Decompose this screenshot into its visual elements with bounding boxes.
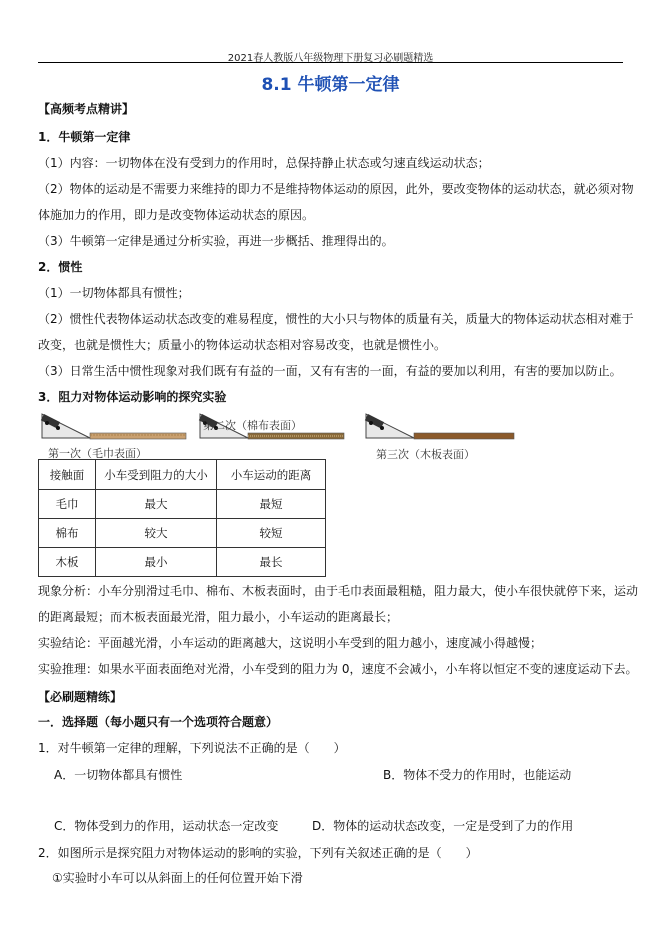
table-header-row bbox=[39, 460, 326, 490]
analysis-line-b: 的距离最短；而木板表面最光滑，阻力最小，小车运动的距离最长； bbox=[38, 610, 399, 624]
figure1-caption: 第一次（毛巾表面） bbox=[48, 447, 147, 460]
table-header-cell: 小车运动的距离 bbox=[217, 460, 326, 490]
choice-heading: 一．选择题（每小题只有一个选项符合题意） bbox=[38, 715, 279, 729]
practice-heading: 【必刷题精练】 bbox=[38, 690, 123, 704]
point3-heading: 3．阻力对物体运动影响的探究实验 bbox=[38, 390, 227, 404]
key-points-heading: 【高频考点精讲】 bbox=[38, 102, 135, 116]
point1-heading: 1．牛顿第一定律 bbox=[38, 130, 131, 144]
q2-stem: 2．如图所示是探究阻力对物体运动的影响的实验，下列有关叙述正确的是（ ） bbox=[38, 846, 478, 860]
q1-option-b: B．物体不受力的作用时，也能运动 bbox=[383, 768, 572, 782]
header-divider bbox=[38, 62, 623, 63]
point2-line3: （3）日常生活中惯性现象对我们既有有益的一面，又有有害的一面，有益的要加以利用，有害的要加以防止。 bbox=[38, 364, 622, 378]
table-header-cell: 小车受到阻力的大小 bbox=[96, 460, 217, 490]
table-row bbox=[39, 519, 326, 548]
wood-surface bbox=[414, 433, 514, 439]
table-cell: 较短 bbox=[217, 519, 326, 548]
point1-line2b: 体施加力的作用，即力是改变物体运动状态的原因。 bbox=[38, 208, 315, 222]
table-cell: 最小 bbox=[96, 548, 217, 577]
experiment-table bbox=[38, 459, 326, 577]
inference-line: 实验推理：如果水平面表面绝对光滑，小车受到的阻力为 0，速度不会减小，小车将以恒定不变的速度运动下去。 bbox=[38, 662, 638, 676]
point1-line2a: （2）物体的运动是不需要力来维持的即力不是维持物体运动的原因，此外，要改变物体的运动状态，就必须对物 bbox=[38, 182, 634, 196]
ramp-figure-towel bbox=[38, 408, 188, 442]
table-cell: 最长 bbox=[217, 548, 326, 577]
q2-item1: ①实验时小车可以从斜面上的任何位置开始下滑 bbox=[52, 871, 303, 885]
point2-heading: 2．惯性 bbox=[38, 260, 83, 274]
ramp-figure-wood bbox=[362, 408, 517, 442]
point1-line1: （1）内容：一切物体在没有受到力的作用时，总保持静止状态或匀速直线运动状态； bbox=[38, 156, 490, 170]
table-row bbox=[39, 490, 326, 519]
analysis-line-a: 现象分析：小车分别滑过毛巾、棉布、木板表面时，由于毛巾表面最粗糙，阻力最大，使小车很快就停下来，运动 bbox=[38, 584, 639, 598]
table-header-cell: 接触面 bbox=[39, 460, 96, 490]
page-title: 8.1 牛顿第一定律 bbox=[261, 75, 400, 95]
figure3-caption: 第三次（木板表面） bbox=[376, 448, 475, 461]
q1-option-a: A．一切物体都具有惯性 bbox=[54, 768, 183, 782]
point2-line1: （1）一切物体都具有惯性； bbox=[38, 286, 190, 300]
table-cell: 毛巾 bbox=[39, 490, 96, 519]
figure2-caption: 第二次（棉布表面） bbox=[203, 419, 302, 432]
table-cell: 最短 bbox=[217, 490, 326, 519]
table-cell: 较大 bbox=[96, 519, 217, 548]
q1-option-c: C．物体受到力的作用，运动状态一定改变 bbox=[54, 819, 279, 833]
q1-option-d: D．物体的运动状态改变，一定是受到了力的作用 bbox=[312, 819, 574, 833]
running-header: 2021春人教版八年级物理下册复习必刷题精选 bbox=[227, 53, 434, 64]
table-cell: 最大 bbox=[96, 490, 217, 519]
point1-line3: （3）牛顿第一定律是通过分析实验，再进一步概括、推理得出的。 bbox=[38, 234, 394, 248]
table-cell: 木板 bbox=[39, 548, 96, 577]
table-cell: 棉布 bbox=[39, 519, 96, 548]
conclusion-line: 实验结论：平面越光滑，小车运动的距离越大，这说明小车受到的阻力越小，速度减小得越慢； bbox=[38, 636, 543, 650]
table-row bbox=[39, 548, 326, 577]
point2-line2b: 改变，也就是惯性大；质量小的物体运动状态相对容易改变，也就是惯性小。 bbox=[38, 338, 447, 352]
q1-stem: 1．对牛顿第一定律的理解，下列说法不正确的是（ ） bbox=[38, 741, 346, 755]
point2-line2a: （2）惯性代表物体运动状态改变的难易程度，惯性的大小只与物体的质量有关，质量大的物体运动状态相对难于 bbox=[38, 312, 634, 326]
towel-surface bbox=[90, 433, 186, 439]
